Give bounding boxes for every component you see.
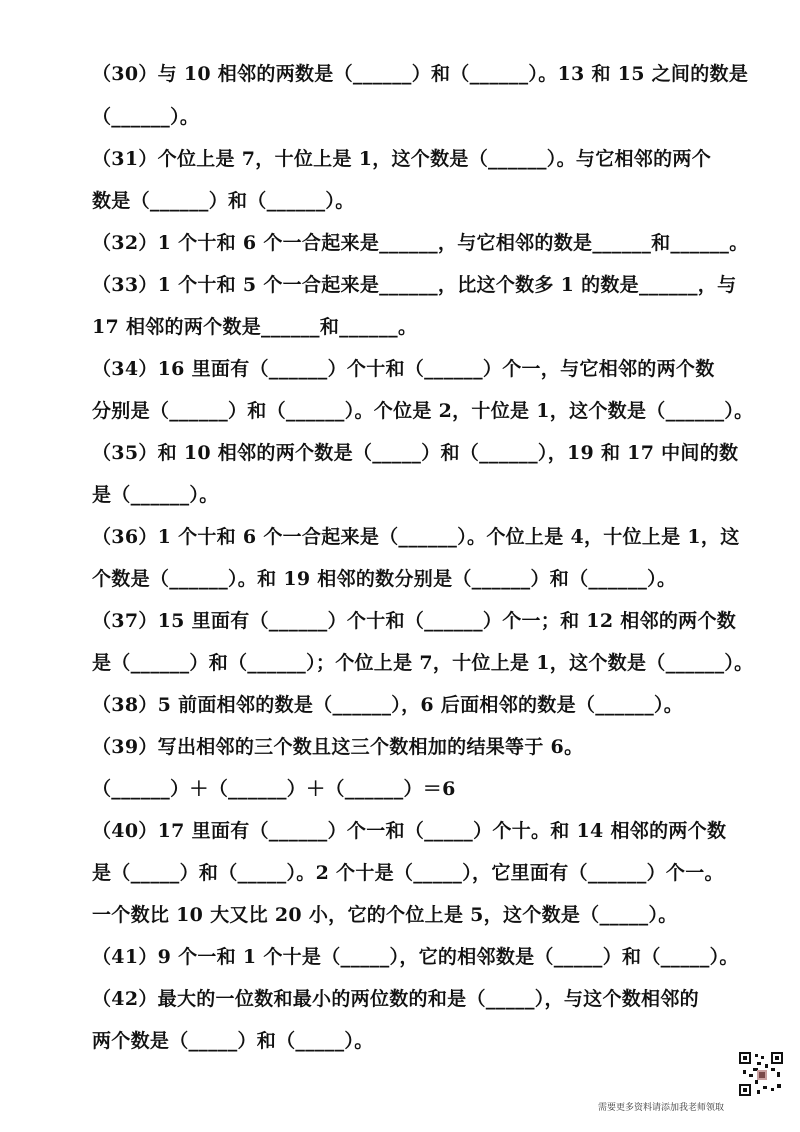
question-35-line-1: （35）和 10 相邻的两个数是（_____）和（______），19 和 17 中间的数	[92, 442, 739, 464]
question-42-line-2: 两个数是（_____）和（_____）。	[92, 1030, 374, 1052]
question-30-line-1: （30）与 10 相邻的两数是（______）和（______）。13 和 15 之间的数是	[92, 63, 749, 85]
question-39-line-2: （______）＋（______）＋（______）＝6	[92, 778, 456, 800]
question-31-line-2: 数是（______）和（______）。	[92, 190, 355, 212]
footer-note: 需要更多资料请添加我老师领取	[598, 1103, 725, 1113]
question-33-line-2: 17 相邻的两个数是______和______。	[92, 316, 418, 338]
question-39-line-1: （39）写出相邻的三个数且这三个数相加的结果等于 6。	[92, 736, 584, 758]
question-41-line-1: （41）9 个一和 1 个十是（_____），它的相邻数是（_____）和（_____）。	[92, 946, 739, 968]
question-37-line-1: （37）15 里面有（______）个十和（______）个一；和 12 相邻的两个数	[92, 610, 737, 632]
question-36-line-2: 个数是（______）。和 19 相邻的数分别是（______）和（______）。	[92, 568, 677, 590]
question-34-line-2: 分别是（______）和（______）。个位是 2，十位是 1，这个数是（______）。	[92, 400, 754, 422]
question-40-line-2: 是（_____）和（_____）。2 个十是（_____），它里面有（______）个一。	[92, 862, 724, 884]
question-33-line-1: （33）1 个十和 5 个一合起来是______，比这个数多 1 的数是______，与	[92, 274, 737, 296]
question-35-line-2: 是（______）。	[92, 484, 219, 506]
question-37-line-2: 是（______）和（______）；个位上是 7，十位上是 1，这个数是（______）。	[92, 652, 754, 674]
question-36-line-1: （36）1 个十和 6 个一合起来是（______）。个位上是 4，十位上是 1，这	[92, 526, 740, 548]
question-32-line-1: （32）1 个十和 6 个一合起来是______，与它相邻的数是______和______。	[92, 232, 749, 254]
question-34-line-1: （34）16 里面有（______）个十和（______）个一，与它相邻的两个数	[92, 358, 715, 380]
question-30-line-2: （______）。	[92, 106, 200, 128]
qr-code-icon	[737, 1050, 785, 1098]
question-38-line-1: （38）5 前面相邻的数是（______），6 后面相邻的数是（______）。	[92, 694, 684, 716]
question-31-line-1: （31）个位上是 7，十位上是 1，这个数是（______）。与它相邻的两个	[92, 148, 712, 170]
question-40-line-3: 一个数比 10 大又比 20 小，它的个位上是 5，这个数是（_____）。	[92, 904, 678, 926]
question-42-line-1: （42）最大的一位数和最小的两位数的和是（_____），与这个数相邻的	[92, 988, 699, 1010]
question-40-line-1: （40）17 里面有（______）个一和（_____）个十。和 14 相邻的两个数	[92, 820, 727, 842]
